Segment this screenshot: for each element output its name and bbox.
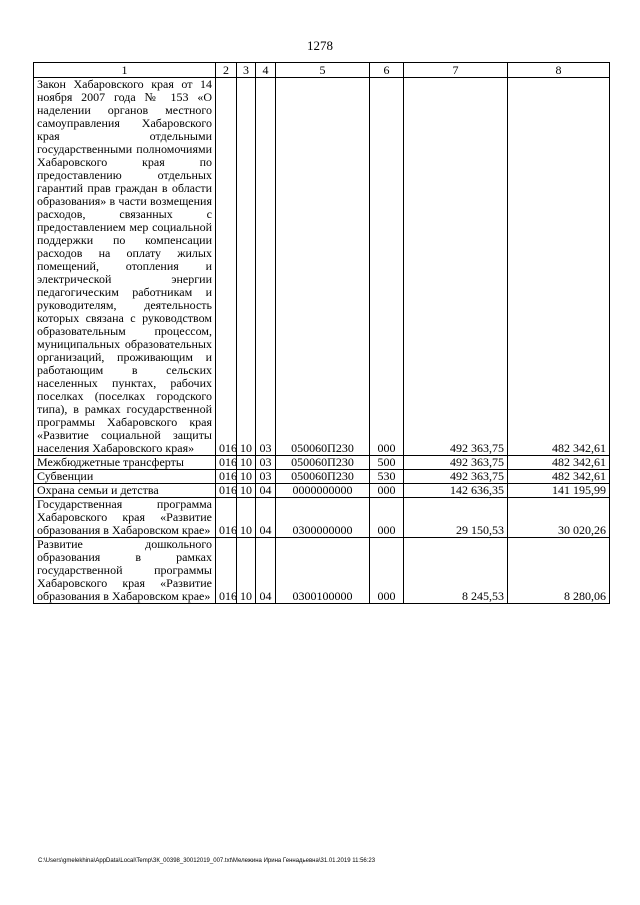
page-number: 1278 [307,38,333,53]
table-row [34,470,610,484]
row-ministry-code: 016 [216,498,237,538]
row-name: Межбюджетные трансферты [34,456,216,470]
row-subsection-code: 04 [256,484,276,498]
row-expense-type: 530 [370,470,404,484]
row-name: Охрана семьи и детства [34,484,216,498]
row-amount-year2: 482 342,61 [508,470,610,484]
table-row [34,538,610,604]
row-amount-year1: 142 636,35 [404,484,508,498]
row-name: Субвенции [34,470,216,484]
header-col-2: 2 [216,63,237,78]
table-row [34,456,610,470]
header-col-1: 1 [34,63,216,78]
row-amount-year2: 141 195,99 [508,484,610,498]
table-header-row [34,63,610,78]
header-col-5: 5 [276,63,370,78]
row-section-code: 10 [237,484,256,498]
row-ministry-code: 016 [216,78,237,456]
row-amount-year1: 492 363,75 [404,78,508,456]
row-amount-year2: 482 342,61 [508,456,610,470]
row-target-code: 050060П230 [276,456,370,470]
row-ministry-code: 016 [216,470,237,484]
row-expense-type: 000 [370,78,404,456]
row-section-code: 10 [237,470,256,484]
row-ministry-code: 016 [216,538,237,604]
header-col-4: 4 [256,63,276,78]
row-amount-year2: 30 020,26 [508,498,610,538]
row-expense-type: 000 [370,484,404,498]
row-ministry-code: 016 [216,456,237,470]
row-subsection-code: 03 [256,456,276,470]
row-amount-year1: 492 363,75 [404,470,508,484]
row-expense-type: 500 [370,456,404,470]
row-ministry-code: 016 [216,484,237,498]
row-expense-type: 000 [370,498,404,538]
table-row [34,498,610,538]
document-footer-path: C:\Users\gmelekhina\AppData\Local\Temp\ЗК_00398_30012019_007.txt\Мележина Ирина Геннадьевна\31.01.2019 11:56:23 [38,858,376,864]
row-amount-year2: 482 342,61 [508,78,610,456]
row-subsection-code: 03 [256,470,276,484]
header-col-7: 7 [404,63,508,78]
row-amount-year1: 29 150,53 [404,498,508,538]
row-target-code: 0000000000 [276,484,370,498]
header-col-6: 6 [370,63,404,78]
row-section-code: 10 [237,456,256,470]
row-target-code: 050060П230 [276,78,370,456]
row-name: Закон Хабаровского края от 14 ноября 2007 года № 153 «О наделении органов местного самоуправления Хабаровского края отдельными государственными полномочиями Хабаровского края по предоставлению отдельных гарантий прав граждан в области образования» в части возмещения расходов, связанных с предоставлением мер социальной поддержки по компенсации расходов на оплату жилых помещений, отопления и электрической энергии педагогическим работникам и руководителям, деятельность которых связана с руководством образовательным процессом, муниципальных образовательных организаций, проживающим и работающим в сельских населенных пунктах, рабочих поселках (поселках городского типа), в рамках государственной программы Хабаровского края «Развитие социальной защиты населения Хабаровского края» [34,78,216,456]
header-col-8: 8 [508,63,610,78]
row-amount-year2: 8 280,06 [508,538,610,604]
row-section-code: 10 [237,78,256,456]
row-name: Развитие дошкольного образования в рамках государственной программы Хабаровского края «Развитие образования в Хабаровском крае» [34,538,216,604]
table-row [34,484,610,498]
row-section-code: 10 [237,538,256,604]
table-row [34,78,610,456]
row-target-code: 0300000000 [276,498,370,538]
row-amount-year1: 492 363,75 [404,456,508,470]
budget-table [33,62,610,604]
row-amount-year1: 8 245,53 [404,538,508,604]
row-name: Государственная программа Хабаровского края «Развитие образования в Хабаровском крае» [34,498,216,538]
row-target-code: 0300100000 [276,538,370,604]
row-subsection-code: 04 [256,538,276,604]
header-col-3: 3 [237,63,256,78]
row-target-code: 050060П230 [276,470,370,484]
row-subsection-code: 04 [256,498,276,538]
row-subsection-code: 03 [256,78,276,456]
row-section-code: 10 [237,498,256,538]
row-expense-type: 000 [370,538,404,604]
